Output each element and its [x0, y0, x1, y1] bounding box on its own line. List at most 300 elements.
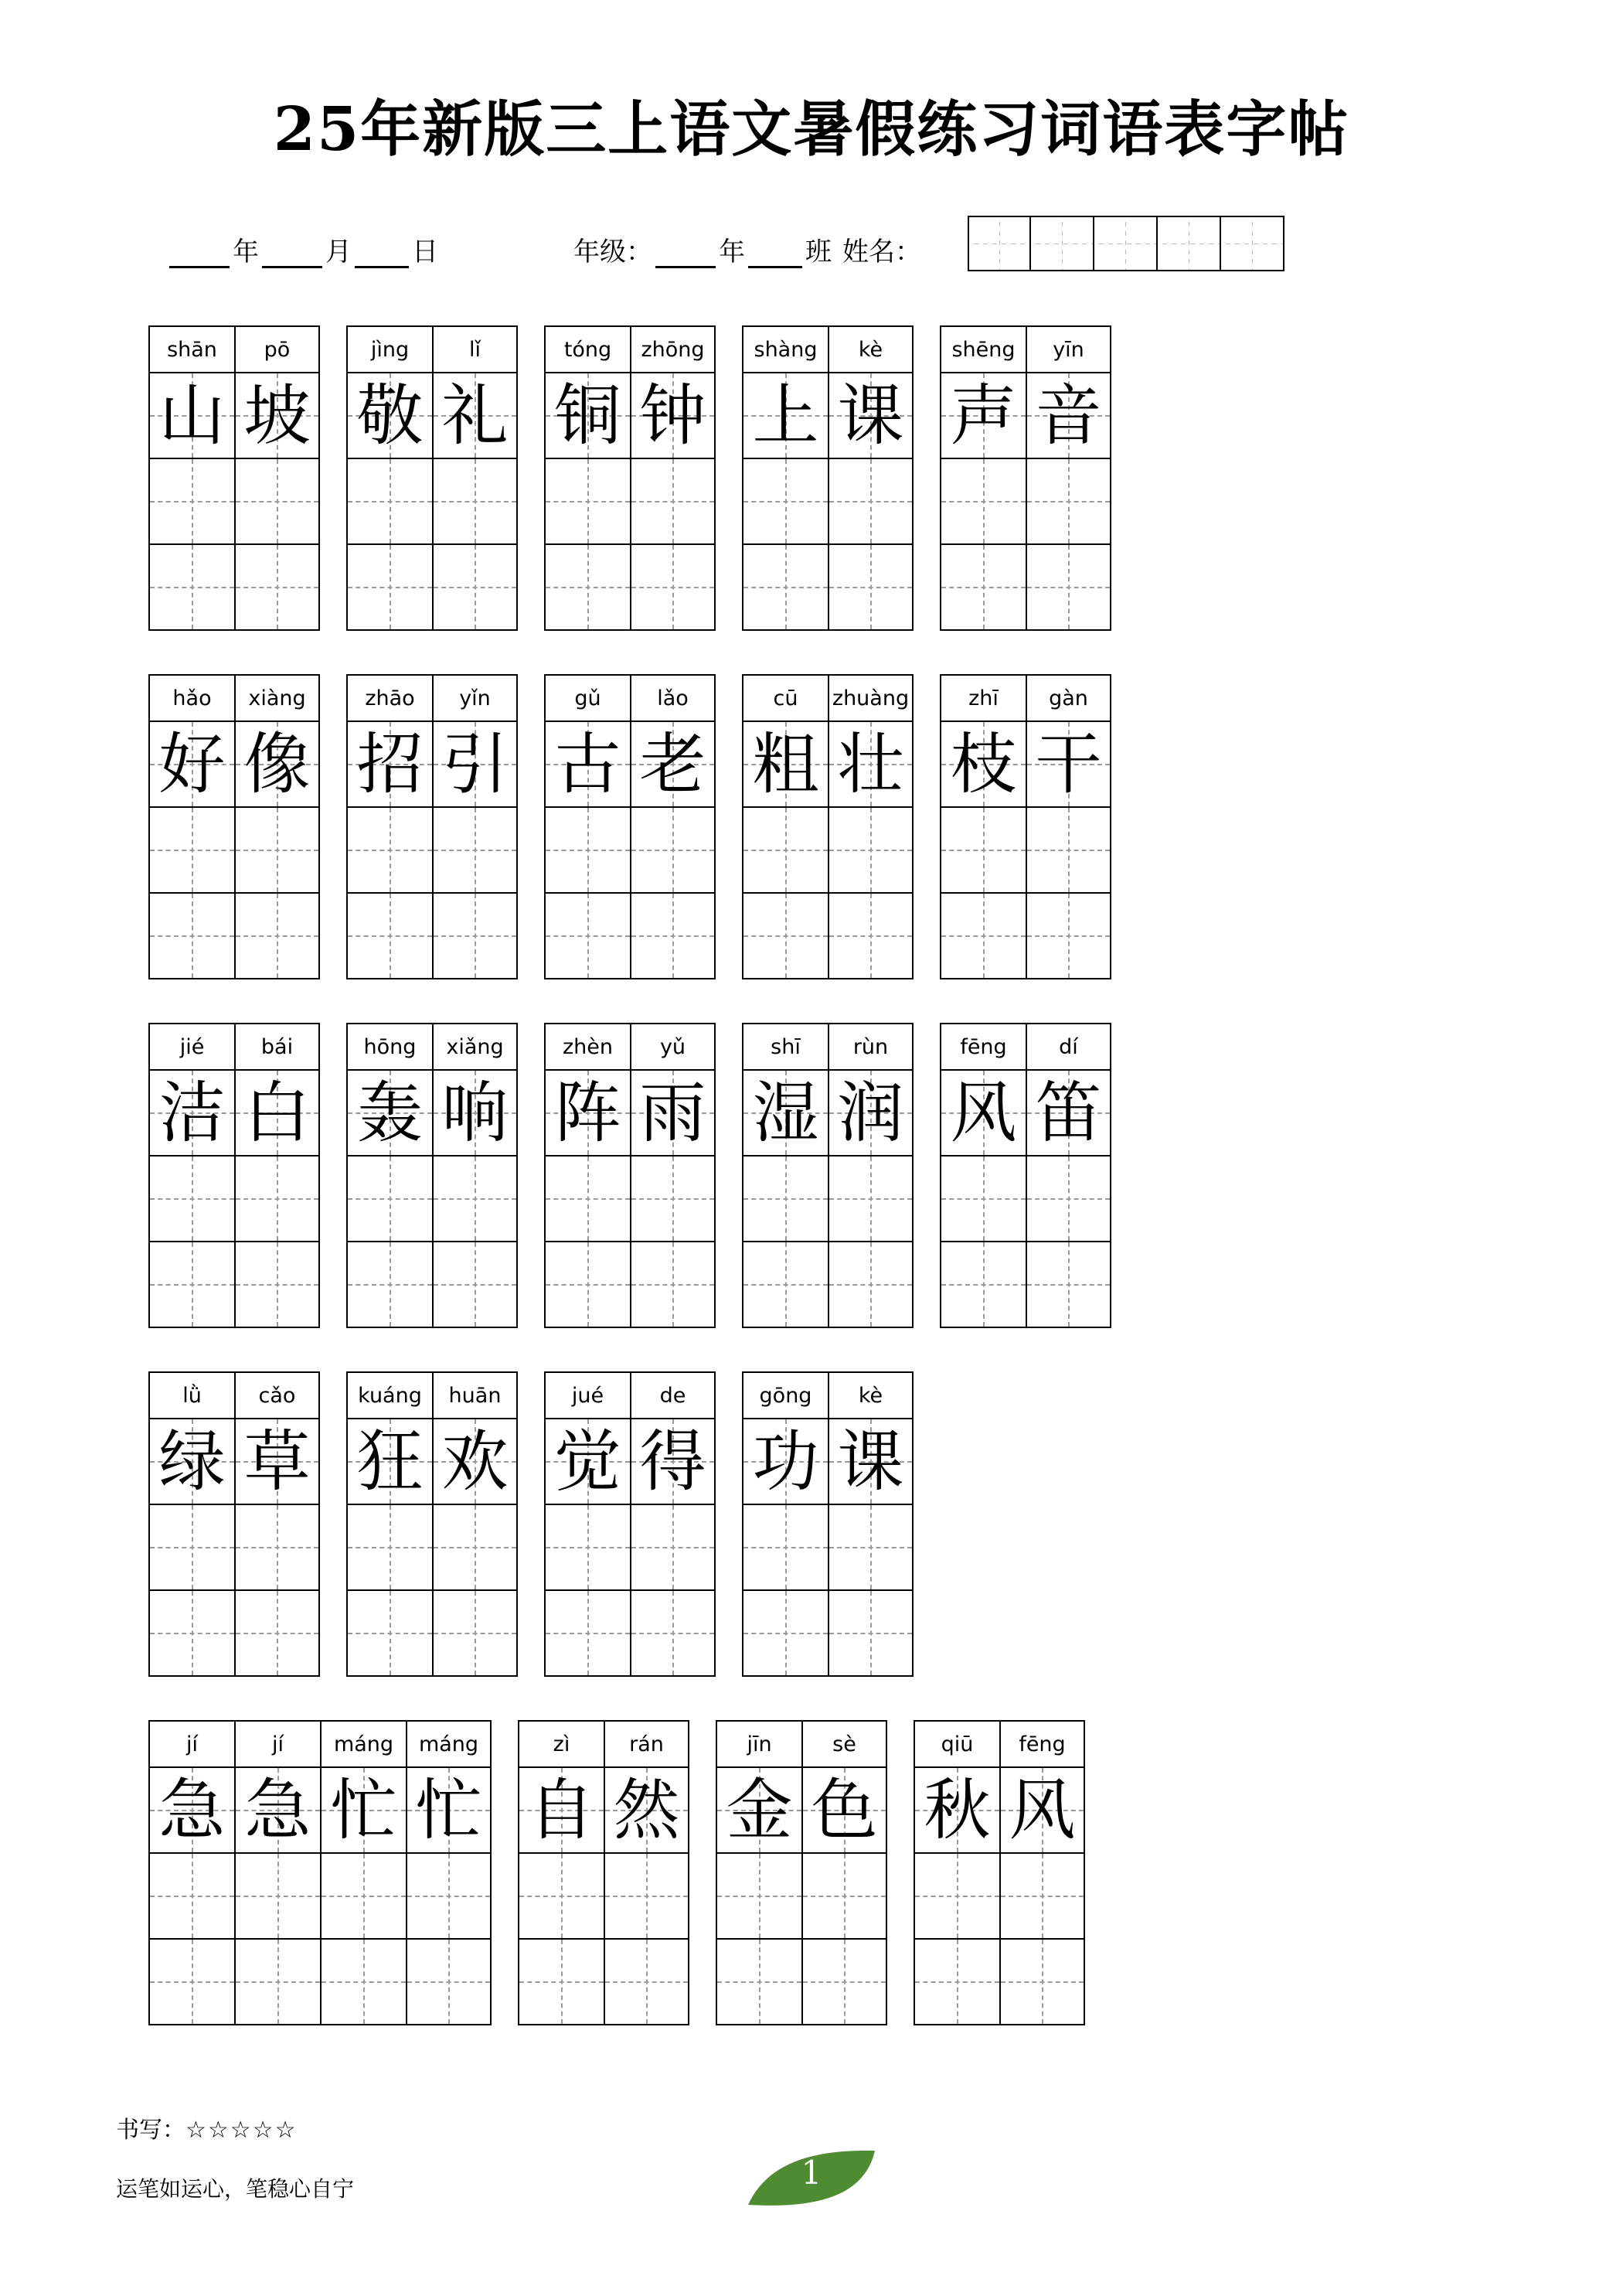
character-cell: [346, 1071, 432, 1157]
character-glyph: 雨: [639, 1074, 706, 1152]
blank-practice-cell[interactable]: [148, 894, 234, 979]
blank-practice-cell[interactable]: [148, 1157, 234, 1242]
character-glyph: 笛: [1035, 1074, 1102, 1152]
char-column: [148, 325, 234, 631]
character-glyph: 钟: [639, 376, 706, 455]
pinyin-cell: shēng: [940, 325, 1026, 373]
character-glyph: 山: [158, 376, 226, 455]
character-cell: [518, 1768, 604, 1854]
character-glyph: 声: [950, 376, 1017, 455]
word-cells: [518, 1720, 689, 2025]
name-box[interactable]: [1094, 216, 1158, 271]
blank-practice-cell[interactable]: [432, 1505, 518, 1591]
blank-practice-cell[interactable]: [742, 1242, 828, 1328]
blank-practice-cell[interactable]: [544, 545, 630, 631]
char-column: [346, 674, 432, 979]
date-month-blank[interactable]: [262, 243, 322, 268]
word-cells: [742, 325, 914, 631]
character-glyph: 铜: [554, 376, 621, 455]
blank-practice-cell[interactable]: [346, 808, 432, 894]
pinyin-cell: gǔ: [544, 674, 630, 722]
pinyin-cell: jìng: [346, 325, 432, 373]
blank-practice-cell[interactable]: [544, 459, 630, 545]
blank-practice-cell[interactable]: [1026, 1157, 1111, 1242]
word-cells: [940, 674, 1111, 979]
blank-practice-cell[interactable]: [940, 1157, 1026, 1242]
word-cells: [148, 674, 320, 979]
blank-practice-cell[interactable]: [234, 1242, 320, 1328]
blank-practice-cell[interactable]: [432, 459, 518, 545]
blank-practice-cell[interactable]: [544, 1591, 630, 1677]
name-box[interactable]: [968, 216, 1031, 271]
character-glyph: 色: [811, 1771, 878, 1849]
char-column: [630, 1371, 716, 1677]
character-cell: [716, 1768, 801, 1854]
character-glyph: 觉: [554, 1422, 621, 1501]
word-block: [148, 1023, 320, 1328]
character-cell: [828, 373, 914, 459]
blank-practice-cell[interactable]: [148, 1940, 234, 2025]
character-glyph: 功: [752, 1422, 819, 1501]
pinyin-cell: máng: [320, 1720, 406, 1768]
pinyin-cell: shān: [148, 325, 234, 373]
blank-practice-cell[interactable]: [828, 808, 914, 894]
name-box[interactable]: [1031, 216, 1094, 271]
character-cell: [346, 722, 432, 808]
character-glyph: 礼: [441, 376, 509, 455]
grade-class-field[interactable]: [573, 230, 921, 268]
word-cells: [914, 1720, 1085, 2025]
blank-practice-cell[interactable]: [346, 894, 432, 979]
blank-practice-cell[interactable]: [518, 1940, 604, 2025]
pinyin-cell: xiàng: [234, 674, 320, 722]
blank-practice-cell[interactable]: [346, 545, 432, 631]
word-cells: [544, 674, 716, 979]
pinyin-cell: pō: [234, 325, 320, 373]
grade-blank[interactable]: [655, 243, 716, 268]
class-blank[interactable]: [748, 243, 802, 268]
grade-label: 年级：: [573, 237, 652, 267]
pinyin-cell: gàn: [1026, 674, 1111, 722]
blank-practice-cell[interactable]: [148, 545, 234, 631]
blank-practice-cell[interactable]: [148, 1591, 234, 1677]
blank-practice-cell[interactable]: [432, 1157, 518, 1242]
character-cell: [544, 1419, 630, 1505]
word-block: [346, 1023, 518, 1328]
character-glyph: 课: [837, 1422, 904, 1501]
word-block: [346, 1371, 518, 1677]
word-block: [742, 1023, 914, 1328]
blank-practice-cell[interactable]: [320, 1940, 406, 2025]
pinyin-cell: jié: [148, 1023, 234, 1071]
character-glyph: 上: [752, 376, 819, 455]
word-block: [544, 325, 716, 631]
leaf-icon: [742, 2144, 881, 2211]
blank-practice-cell[interactable]: [828, 545, 914, 631]
blank-practice-cell[interactable]: [630, 1505, 716, 1591]
pinyin-cell: yǐn: [432, 674, 518, 722]
char-column: [999, 1720, 1085, 2025]
char-column: [432, 674, 518, 979]
char-column: [234, 1023, 320, 1328]
character-cell: [604, 1768, 689, 1854]
blank-practice-cell[interactable]: [742, 545, 828, 631]
blank-practice-cell[interactable]: [234, 1940, 320, 2025]
blank-practice-cell[interactable]: [742, 1157, 828, 1242]
character-cell: [940, 1071, 1026, 1157]
blank-practice-cell[interactable]: [828, 1242, 914, 1328]
footer-motto: 运笔如运心，笔稳心自宁: [116, 2176, 355, 2202]
practice-row: [148, 325, 1623, 631]
blank-practice-cell[interactable]: [544, 894, 630, 979]
character-cell: [801, 1768, 887, 1854]
practice-row: [148, 1023, 1623, 1328]
word-block: [940, 674, 1111, 979]
blank-practice-cell[interactable]: [544, 1242, 630, 1328]
blank-practice-cell[interactable]: [234, 459, 320, 545]
pinyin-cell: zhī: [940, 674, 1026, 722]
word-cells: [544, 1023, 716, 1328]
char-column: [1026, 1023, 1111, 1328]
blank-practice-cell[interactable]: [346, 1157, 432, 1242]
word-cells: [346, 1023, 518, 1328]
character-cell: [432, 373, 518, 459]
date-field[interactable]: [166, 230, 438, 268]
grade-year-label: 年: [719, 237, 745, 267]
word-cells: [346, 1371, 518, 1677]
date-year-blank[interactable]: [169, 243, 230, 268]
blank-practice-cell[interactable]: [940, 545, 1026, 631]
name-box[interactable]: [1158, 216, 1221, 271]
character-glyph: 湿: [752, 1074, 819, 1152]
blank-practice-cell[interactable]: [828, 1591, 914, 1677]
blank-practice-cell[interactable]: [234, 808, 320, 894]
blank-practice-cell[interactable]: [518, 1854, 604, 1940]
character-cell: [234, 1419, 320, 1505]
blank-practice-cell[interactable]: [630, 459, 716, 545]
word-block: [148, 325, 320, 631]
character-glyph: 自: [528, 1771, 595, 1849]
blank-practice-cell[interactable]: [742, 459, 828, 545]
character-cell: [320, 1768, 406, 1854]
blank-practice-cell[interactable]: [742, 1505, 828, 1591]
word-cells: [742, 1371, 914, 1677]
pinyin-cell: jīn: [716, 1720, 801, 1768]
character-cell: [940, 373, 1026, 459]
rating-label: 书写：: [116, 2117, 185, 2144]
char-column: [234, 1371, 320, 1677]
date-day-blank[interactable]: [355, 243, 409, 268]
blank-practice-cell[interactable]: [544, 1157, 630, 1242]
blank-practice-cell[interactable]: [716, 1940, 801, 2025]
pinyin-cell: yǔ: [630, 1023, 716, 1071]
character-glyph: 阵: [554, 1074, 621, 1152]
blank-practice-cell[interactable]: [234, 1505, 320, 1591]
word-cells: [544, 325, 716, 631]
char-column: [320, 1720, 406, 2025]
blank-practice-cell[interactable]: [999, 1940, 1085, 2025]
character-cell: [630, 373, 716, 459]
blank-practice-cell[interactable]: [630, 894, 716, 979]
pinyin-cell: hǎo: [148, 674, 234, 722]
character-cell: [432, 1419, 518, 1505]
pinyin-cell: kuáng: [346, 1371, 432, 1419]
character-cell: [742, 722, 828, 808]
character-glyph: 壮: [837, 725, 904, 803]
char-column: [828, 325, 914, 631]
blank-practice-cell[interactable]: [432, 808, 518, 894]
blank-practice-cell[interactable]: [432, 545, 518, 631]
character-cell: [630, 1419, 716, 1505]
blank-practice-cell[interactable]: [716, 1854, 801, 1940]
blank-practice-cell[interactable]: [234, 1157, 320, 1242]
pinyin-cell: kè: [828, 1371, 914, 1419]
char-column: [544, 674, 630, 979]
pinyin-cell: zhāo: [346, 674, 432, 722]
pinyin-cell: huān: [432, 1371, 518, 1419]
pinyin-cell: de: [630, 1371, 716, 1419]
char-column: [716, 1720, 801, 2025]
blank-practice-cell[interactable]: [346, 1591, 432, 1677]
blank-practice-cell[interactable]: [801, 1940, 887, 2025]
rating-stars[interactable]: ☆☆☆☆☆: [185, 2117, 298, 2144]
blank-practice-cell[interactable]: [544, 1505, 630, 1591]
blank-practice-cell[interactable]: [801, 1854, 887, 1940]
character-glyph: 绿: [158, 1422, 226, 1501]
blank-practice-cell[interactable]: [234, 545, 320, 631]
character-glyph: 忙: [415, 1771, 482, 1849]
character-cell: [234, 373, 320, 459]
blank-practice-cell[interactable]: [828, 1157, 914, 1242]
character-glyph: 然: [613, 1771, 680, 1849]
blank-practice-cell[interactable]: [828, 1505, 914, 1591]
pinyin-cell: jué: [544, 1371, 630, 1419]
date-month-label: 月: [325, 237, 352, 267]
char-column: [234, 325, 320, 631]
date-year-label: 年: [233, 237, 259, 267]
blank-practice-cell[interactable]: [630, 808, 716, 894]
character-cell: [544, 722, 630, 808]
blank-practice-cell[interactable]: [1026, 808, 1111, 894]
blank-practice-cell[interactable]: [742, 894, 828, 979]
blank-practice-cell[interactable]: [148, 459, 234, 545]
word-cells: [544, 1371, 716, 1677]
blank-practice-cell[interactable]: [1026, 545, 1111, 631]
word-block: [544, 1371, 716, 1677]
character-cell: [742, 373, 828, 459]
character-glyph: 音: [1035, 376, 1102, 455]
date-day-label: 日: [412, 237, 438, 267]
word-block: [742, 1371, 914, 1677]
class-label: 班: [805, 237, 832, 267]
character-glyph: 响: [441, 1074, 509, 1152]
char-column: [630, 674, 716, 979]
pinyin-cell: hōng: [346, 1023, 432, 1071]
blank-practice-cell[interactable]: [828, 459, 914, 545]
word-cells: [148, 1720, 492, 2025]
word-block: [544, 1023, 716, 1328]
char-column: [914, 1720, 999, 2025]
blank-practice-cell[interactable]: [630, 1591, 716, 1677]
character-glyph: 粗: [752, 725, 819, 803]
character-glyph: 古: [554, 725, 621, 803]
blank-practice-cell[interactable]: [148, 1242, 234, 1328]
char-column: [234, 1720, 320, 2025]
char-column: [544, 1023, 630, 1328]
char-column: [940, 1023, 1026, 1328]
character-cell: [828, 1419, 914, 1505]
blank-practice-cell[interactable]: [234, 894, 320, 979]
blank-practice-cell[interactable]: [630, 545, 716, 631]
char-column: [940, 325, 1026, 631]
blank-practice-cell[interactable]: [940, 1242, 1026, 1328]
name-label: 姓名：: [842, 237, 921, 267]
pinyin-cell: kè: [828, 325, 914, 373]
word-block: [544, 674, 716, 979]
character-glyph: 金: [726, 1771, 793, 1849]
char-column: [828, 1371, 914, 1677]
rating-row: [116, 2110, 354, 2144]
pinyin-cell: rùn: [828, 1023, 914, 1071]
pinyin-cell: fēng: [999, 1720, 1085, 1768]
blank-practice-cell[interactable]: [914, 1940, 999, 2025]
character-glyph: 坡: [243, 376, 311, 455]
character-glyph: 像: [243, 725, 311, 803]
blank-practice-cell[interactable]: [630, 1242, 716, 1328]
pinyin-cell: qiū: [914, 1720, 999, 1768]
char-column: [1026, 325, 1111, 631]
char-column: [544, 1371, 630, 1677]
character-cell: [940, 722, 1026, 808]
character-cell: [234, 1071, 320, 1157]
blank-practice-cell[interactable]: [940, 808, 1026, 894]
pinyin-cell: lǎo: [630, 674, 716, 722]
blank-practice-cell[interactable]: [828, 894, 914, 979]
character-glyph: 枝: [950, 725, 1017, 803]
blank-practice-cell[interactable]: [346, 1242, 432, 1328]
character-glyph: 风: [950, 1074, 1017, 1152]
char-column: [742, 325, 828, 631]
word-block: [742, 674, 914, 979]
word-cells: [742, 1023, 914, 1328]
name-box[interactable]: [1221, 216, 1284, 271]
char-column: [148, 1720, 234, 2025]
char-column: [406, 1720, 492, 2025]
character-glyph: 急: [158, 1771, 226, 1849]
char-column: [148, 1023, 234, 1328]
word-block: [148, 1720, 492, 2025]
character-cell: [828, 722, 914, 808]
pinyin-cell: fēng: [940, 1023, 1026, 1071]
name-input-boxes[interactable]: [968, 216, 1284, 271]
blank-practice-cell[interactable]: [742, 808, 828, 894]
blank-practice-cell[interactable]: [630, 1157, 716, 1242]
character-glyph: 引: [441, 725, 509, 803]
pinyin-cell: sè: [801, 1720, 887, 1768]
word-block: [148, 674, 320, 979]
blank-practice-cell[interactable]: [320, 1854, 406, 1940]
blank-practice-cell[interactable]: [742, 1591, 828, 1677]
blank-practice-cell[interactable]: [604, 1854, 689, 1940]
word-block: [940, 1023, 1111, 1328]
word-block: [940, 325, 1111, 631]
character-cell: [148, 373, 234, 459]
word-block: [346, 325, 518, 631]
char-column: [234, 674, 320, 979]
blank-practice-cell[interactable]: [1026, 894, 1111, 979]
blank-practice-cell[interactable]: [148, 1505, 234, 1591]
character-glyph: 老: [639, 725, 706, 803]
blank-practice-cell[interactable]: [914, 1854, 999, 1940]
char-column: [630, 325, 716, 631]
char-column: [432, 1371, 518, 1677]
blank-practice-cell[interactable]: [940, 894, 1026, 979]
word-cells: [940, 325, 1111, 631]
word-cells: [716, 1720, 887, 2025]
word-cells: [346, 674, 518, 979]
blank-practice-cell[interactable]: [1026, 459, 1111, 545]
blank-practice-cell[interactable]: [346, 1505, 432, 1591]
blank-practice-cell[interactable]: [148, 808, 234, 894]
blank-practice-cell[interactable]: [604, 1940, 689, 2025]
char-column: [742, 1371, 828, 1677]
pinyin-cell: jí: [148, 1720, 234, 1768]
char-column: [604, 1720, 689, 2025]
blank-practice-cell[interactable]: [544, 808, 630, 894]
blank-practice-cell[interactable]: [999, 1854, 1085, 1940]
char-column: [742, 1023, 828, 1328]
blank-practice-cell[interactable]: [406, 1940, 492, 2025]
pinyin-cell: lǐ: [432, 325, 518, 373]
character-cell: [544, 373, 630, 459]
char-column: [940, 674, 1026, 979]
word-block: [148, 1371, 320, 1677]
pinyin-cell: zhèn: [544, 1023, 630, 1071]
pinyin-cell: cǎo: [234, 1371, 320, 1419]
char-column: [801, 1720, 887, 2025]
blank-practice-cell[interactable]: [432, 1242, 518, 1328]
character-cell: [346, 373, 432, 459]
char-column: [346, 325, 432, 631]
blank-practice-cell[interactable]: [148, 1854, 234, 1940]
blank-practice-cell[interactable]: [1026, 1242, 1111, 1328]
blank-practice-cell[interactable]: [346, 459, 432, 545]
blank-practice-cell[interactable]: [432, 894, 518, 979]
blank-practice-cell[interactable]: [406, 1854, 492, 1940]
word-cells: [346, 325, 518, 631]
word-cells: [742, 674, 914, 979]
word-block: [742, 325, 914, 631]
char-column: [1026, 674, 1111, 979]
blank-practice-cell[interactable]: [432, 1591, 518, 1677]
character-cell: [148, 1768, 234, 1854]
pinyin-cell: bái: [234, 1023, 320, 1071]
character-cell: [999, 1768, 1085, 1854]
word-cells: [148, 325, 320, 631]
pinyin-cell: máng: [406, 1720, 492, 1768]
character-cell: [1026, 722, 1111, 808]
pinyin-cell: zhōng: [630, 325, 716, 373]
blank-practice-cell[interactable]: [234, 1854, 320, 1940]
blank-practice-cell[interactable]: [940, 459, 1026, 545]
blank-practice-cell[interactable]: [234, 1591, 320, 1677]
pinyin-cell: dí: [1026, 1023, 1111, 1071]
character-cell: [406, 1768, 492, 1854]
char-column: [346, 1023, 432, 1328]
page-number-badge: [0, 2144, 1623, 2211]
character-cell: [828, 1071, 914, 1157]
char-column: [828, 1023, 914, 1328]
